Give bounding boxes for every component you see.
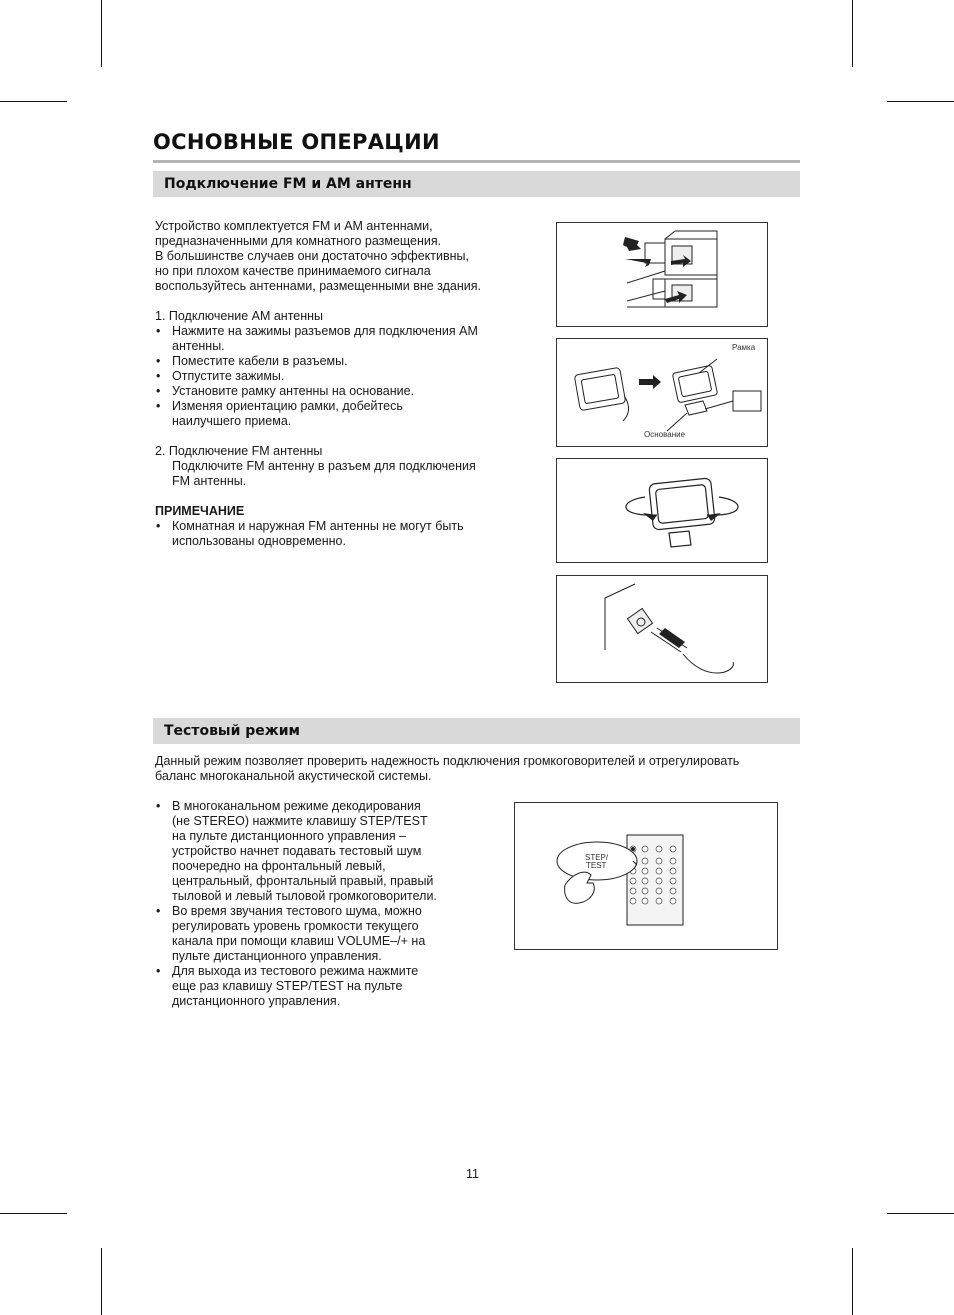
figure-remote-control (514, 802, 778, 950)
list-item: • Поместите кабели в разъемы. (155, 354, 495, 369)
note-list (155, 519, 500, 549)
figure-am-terminals (556, 222, 768, 327)
frame-label: Рамка (732, 343, 756, 352)
am-steps-list (155, 324, 495, 429)
fm-text-line: FM антенны. (172, 474, 247, 488)
test-steps-list (155, 799, 455, 1009)
intro-line: Устройство комплектуется FM и AM антеннами, (155, 219, 433, 233)
list-item: • В многоканальном режиме декодирования (не STEREO) нажмите клавишу STEP/TEST на пульте дистанционного управления – устройство начнет подавать тестовый шум поочередно на фронтальный левый, центральный, фронтальный правый, правый тыловой и левый тыловой громкоговорители. (155, 799, 442, 904)
frame-rotation-illustration (557, 459, 769, 564)
crop-mark (101, 1248, 102, 1315)
crop-mark (887, 101, 954, 102)
title-rule (153, 160, 800, 163)
crop-mark (101, 0, 102, 67)
crop-mark (887, 1213, 954, 1214)
intro-line: воспользуйтесь антеннами, размещенными вне здания. (155, 279, 481, 293)
crop-mark (852, 0, 853, 67)
fm-heading: 2. Подключение FM антенны (155, 444, 323, 458)
list-item: • Во время звучания тестового шума, можно регулировать уровень громкости текущего канала при помощи клавиш VOLUME–/+ на пульте дистанционного управления. (155, 904, 442, 964)
page-number: 11 (466, 1167, 479, 1181)
crop-mark (0, 1213, 67, 1214)
antenna-instructions (155, 219, 535, 549)
intro-line: предназначенными для комнатного размещения. (155, 234, 442, 248)
intro-line: баланс многоканальной акустической системы. (155, 769, 432, 783)
fm-text-line: Подключите FM антенну в разъем для подключения (172, 459, 476, 473)
list-item: • Отпустите зажимы. (155, 369, 495, 384)
list-item: • Для выхода из тестового режима нажмите еще раз клавишу STEP/TEST на пульте дистанционного управления. (155, 964, 442, 1009)
intro-line: но при плохом качестве принимаемого сигнала (155, 264, 431, 278)
list-item: • Установите рамку антенны на основание. (155, 384, 495, 399)
intro-line: Данный режим позволяет проверить надежность подключения громкоговорителей и отрегулировать (155, 754, 740, 768)
section-heading-antennas: Подключение FM и AM антенн (153, 171, 800, 197)
am-heading: 1. Подключение AM антенны (155, 309, 324, 323)
crop-mark (852, 1248, 853, 1315)
figure-am-frame (556, 338, 768, 447)
test-intro (155, 754, 795, 784)
list-item: • Изменяя ориентацию рамки, добейтесь наилучшего приема. (155, 399, 447, 429)
base-label: Основание (644, 430, 686, 439)
list-item: • Комнатная и наружная FM антенны не могут быть использованы одновременно. (155, 519, 500, 549)
note-heading: ПРИМЕЧАНИЕ (155, 504, 245, 518)
step-test-label-top: STEP/ (585, 853, 609, 862)
list-item: • Нажмите на зажимы разъемов для подключения АМ антенны. (155, 324, 495, 354)
test-instructions (155, 799, 455, 1009)
intro-line: В большинстве случаев они достаточно эффективны, (155, 249, 469, 263)
step-test-label-bottom: TEST (586, 861, 607, 870)
figure-fm-plug (556, 575, 768, 683)
figure-frame-rotation (556, 458, 768, 563)
crop-mark (0, 101, 67, 102)
remote-illustration (515, 803, 779, 951)
terminal-illustration (557, 223, 769, 328)
section-heading-test-mode: Тестовый режим (153, 718, 800, 744)
page-title: ОСНОВНЫЕ ОПЕРАЦИИ (153, 130, 440, 154)
fm-plug-illustration (557, 576, 769, 684)
